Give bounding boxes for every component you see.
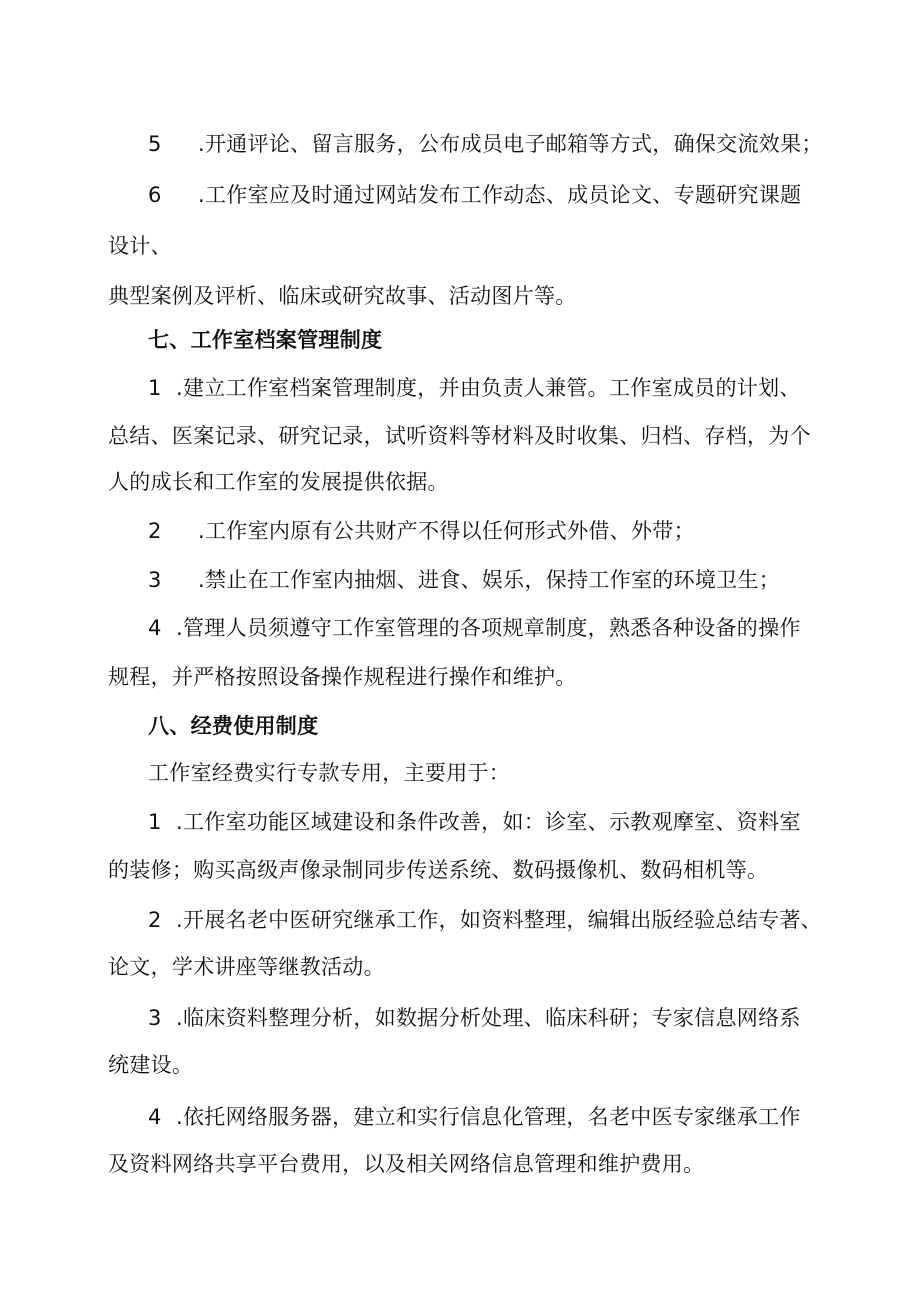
item-number: 6 <box>148 183 162 207</box>
document-line <box>108 663 577 691</box>
section-heading <box>148 326 382 354</box>
item-number: 5 <box>148 132 162 156</box>
line-text: 工作室经费实行专款专用，主要用于： <box>148 761 511 785</box>
line-text: 人的成长和工作室的发展提供依据。 <box>108 470 449 494</box>
document-line <box>108 1051 193 1079</box>
item-number: 3 <box>148 568 162 592</box>
document-line <box>148 808 801 836</box>
line-text: .临床资料整理分析，如数据分析处理、临床科研；专家信息网络系 <box>176 1006 801 1030</box>
line-text: 总结、医案记录、研究记录，试听资料等材料及时收集、归档、存档，为个 <box>108 424 811 448</box>
line-text: 规程，并严格按照设备操作规程进行操作和维护。 <box>108 665 577 689</box>
item-number: 1 <box>148 376 162 400</box>
item-number: 2 <box>148 519 162 543</box>
document-line <box>108 856 768 884</box>
line-text: 的装修；购买高级声像录制同步传送系统、数码摄像机、数码相机等。 <box>108 858 769 882</box>
document-line <box>108 422 811 450</box>
heading-text: 八、经费使用制度 <box>148 714 319 738</box>
document-line <box>108 468 449 496</box>
document-line <box>108 232 172 260</box>
line-text: 及资料网络共享平台费用，以及相关网络信息管理和维护费用。 <box>108 1152 705 1176</box>
document-line <box>148 374 801 402</box>
line-text: .开通评论、留言服务，公布成员电子邮箱等方式，确保交流效果； <box>198 132 823 156</box>
item-number: 1 <box>148 810 162 834</box>
document-line <box>108 953 385 981</box>
line-text: .禁止在工作室内抽烟、进食、娱乐，保持工作室的环境卫生； <box>198 568 781 592</box>
document-line <box>148 181 801 209</box>
line-text: .建立工作室档案管理制度，并由负责人兼管。工作室成员的计划、 <box>176 376 801 400</box>
line-text: 论文，学术讲座等继教活动。 <box>108 955 385 979</box>
line-text: 设计、 <box>108 234 172 258</box>
document-line <box>148 1004 801 1032</box>
document-line <box>148 614 801 642</box>
line-text: .工作室功能区域建设和条件改善，如：诊室、示教观摩室、资料室 <box>176 810 801 834</box>
item-number: 4 <box>148 616 162 640</box>
document-line <box>108 282 577 310</box>
document-line <box>148 1103 801 1131</box>
line-text: .工作室内原有公共财产不得以任何形式外借、外带； <box>198 519 695 543</box>
line-text: 统建设。 <box>108 1053 194 1077</box>
document-line <box>148 130 823 158</box>
line-text: 典型案例及评析、临床或研究故事、活动图片等。 <box>108 284 577 308</box>
item-number: 4 <box>148 1105 162 1129</box>
item-number: 2 <box>148 908 162 932</box>
line-text: .工作室应及时通过网站发布工作动态、成员论文、专题研究课题 <box>198 183 802 207</box>
document-line <box>148 906 822 934</box>
document-line <box>148 759 510 787</box>
document-line <box>108 1150 704 1178</box>
item-number: 3 <box>148 1006 162 1030</box>
line-text: .开展名老中医研究继承工作，如资料整理，编辑出版经验总结专著、 <box>176 908 822 932</box>
document-line <box>148 517 695 545</box>
heading-text: 七、工作室档案管理制度 <box>148 328 383 352</box>
document-line <box>148 566 780 594</box>
line-text: .依托网络服务器，建立和实行信息化管理，名老中医专家继承工作 <box>176 1105 801 1129</box>
section-heading <box>148 712 318 740</box>
line-text: .管理人员须遵守工作室管理的各项规章制度，熟悉各种设备的操作 <box>176 616 801 640</box>
